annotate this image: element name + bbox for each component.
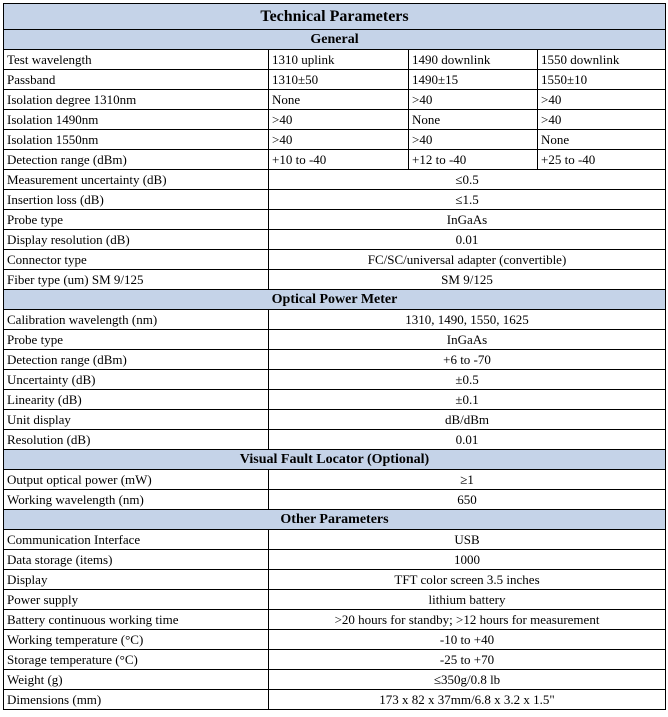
table-row xyxy=(4,410,666,430)
parameter-value: >40 xyxy=(538,90,666,110)
table-row xyxy=(4,470,666,490)
table-row xyxy=(4,690,666,710)
parameter-label: Isolation degree 1310nm xyxy=(4,90,269,110)
table-row xyxy=(4,90,666,110)
table-row xyxy=(4,590,666,610)
parameter-label: Unit display xyxy=(4,410,269,430)
parameter-label: Dimensions (mm) xyxy=(4,690,269,710)
parameter-label: Communication Interface xyxy=(4,530,269,550)
parameter-label: Isolation 1490nm xyxy=(4,110,269,130)
parameter-value: ≤350g/0.8 lb xyxy=(269,670,666,690)
table-row xyxy=(4,350,666,370)
parameter-value: ±0.1 xyxy=(269,390,666,410)
parameter-value: ≤0.5 xyxy=(269,170,666,190)
table-row xyxy=(4,130,666,150)
table-row xyxy=(4,250,666,270)
parameter-value: >40 xyxy=(538,110,666,130)
parameter-label: Measurement uncertainty (dB) xyxy=(4,170,269,190)
parameter-value: 650 xyxy=(269,490,666,510)
parameter-label: Battery continuous working time xyxy=(4,610,269,630)
parameter-label: Working temperature (°C) xyxy=(4,630,269,650)
parameter-value: >40 xyxy=(269,110,409,130)
section-heading: Other Parameters xyxy=(4,510,666,530)
parameter-value: 1310 uplink xyxy=(269,50,409,70)
parameter-label: Data storage (items) xyxy=(4,550,269,570)
table-row xyxy=(4,330,666,350)
table-row xyxy=(4,270,666,290)
section-header-row xyxy=(4,510,666,530)
table-row xyxy=(4,570,666,590)
section-heading: Visual Fault Locator (Optional) xyxy=(4,450,666,470)
parameter-label: Output optical power (mW) xyxy=(4,470,269,490)
parameter-value: +10 to -40 xyxy=(269,150,409,170)
parameter-value: 1310±50 xyxy=(269,70,409,90)
parameter-label: Display xyxy=(4,570,269,590)
table-row xyxy=(4,150,666,170)
parameter-value: 1000 xyxy=(269,550,666,570)
table-row xyxy=(4,610,666,630)
parameter-value: ≤1.5 xyxy=(269,190,666,210)
parameter-value: None xyxy=(409,110,538,130)
parameter-value: >40 xyxy=(409,130,538,150)
section-heading: General xyxy=(4,30,666,50)
parameter-value: >20 hours for standby; >12 hours for measurement xyxy=(269,610,666,630)
parameter-label: Linearity (dB) xyxy=(4,390,269,410)
section-header-row xyxy=(4,290,666,310)
parameter-value: InGaAs xyxy=(269,330,666,350)
parameter-value: 1550±10 xyxy=(538,70,666,90)
table-row xyxy=(4,170,666,190)
parameter-value: None xyxy=(538,130,666,150)
parameter-value: 1490 downlink xyxy=(409,50,538,70)
section-heading: Optical Power Meter xyxy=(4,290,666,310)
parameter-value: 1550 downlink xyxy=(538,50,666,70)
parameter-label: Storage temperature (°C) xyxy=(4,650,269,670)
table-row xyxy=(4,630,666,650)
parameter-label: Probe type xyxy=(4,210,269,230)
table-row xyxy=(4,230,666,250)
parameter-value: 1490±15 xyxy=(409,70,538,90)
table-row xyxy=(4,210,666,230)
table-row xyxy=(4,310,666,330)
technical-parameters-table xyxy=(3,3,666,710)
section-header-row xyxy=(4,30,666,50)
parameter-label: Display resolution (dB) xyxy=(4,230,269,250)
parameter-value: InGaAs xyxy=(269,210,666,230)
table-row xyxy=(4,50,666,70)
parameter-value: +6 to -70 xyxy=(269,350,666,370)
parameter-value: ±0.5 xyxy=(269,370,666,390)
table-row xyxy=(4,650,666,670)
parameter-value: dB/dBm xyxy=(269,410,666,430)
parameter-value: 173 x 82 x 37mm/6.8 x 3.2 x 1.5" xyxy=(269,690,666,710)
parameter-value: lithium battery xyxy=(269,590,666,610)
parameter-value: ≥1 xyxy=(269,470,666,490)
table-row xyxy=(4,670,666,690)
parameter-label: Test wavelength xyxy=(4,50,269,70)
table-row xyxy=(4,190,666,210)
parameter-value: FC/SC/universal adapter (convertible) xyxy=(269,250,666,270)
title-row xyxy=(4,4,666,30)
table-title: Technical Parameters xyxy=(4,4,666,30)
table-row xyxy=(4,370,666,390)
parameter-label: Detection range (dBm) xyxy=(4,350,269,370)
parameter-value: +25 to -40 xyxy=(538,150,666,170)
parameter-value: 0.01 xyxy=(269,230,666,250)
parameter-label: Isolation 1550nm xyxy=(4,130,269,150)
parameter-value: TFT color screen 3.5 inches xyxy=(269,570,666,590)
parameter-value: 0.01 xyxy=(269,430,666,450)
parameter-label: Working wavelength (nm) xyxy=(4,490,269,510)
parameter-label: Calibration wavelength (nm) xyxy=(4,310,269,330)
table-row xyxy=(4,490,666,510)
parameter-value: None xyxy=(269,90,409,110)
section-header-row xyxy=(4,450,666,470)
parameter-label: Fiber type (um) SM 9/125 xyxy=(4,270,269,290)
table-row xyxy=(4,430,666,450)
parameter-label: Probe type xyxy=(4,330,269,350)
parameter-value: SM 9/125 xyxy=(269,270,666,290)
parameter-label: Passband xyxy=(4,70,269,90)
table-row xyxy=(4,390,666,410)
parameter-label: Detection range (dBm) xyxy=(4,150,269,170)
table-row xyxy=(4,70,666,90)
parameter-value: 1310, 1490, 1550, 1625 xyxy=(269,310,666,330)
parameter-value: +12 to -40 xyxy=(409,150,538,170)
parameter-value: >40 xyxy=(269,130,409,150)
parameter-value: -25 to +70 xyxy=(269,650,666,670)
parameter-value: >40 xyxy=(409,90,538,110)
parameter-label: Weight (g) xyxy=(4,670,269,690)
parameter-value: USB xyxy=(269,530,666,550)
parameter-label: Insertion loss (dB) xyxy=(4,190,269,210)
parameter-label: Connector type xyxy=(4,250,269,270)
table-row xyxy=(4,110,666,130)
parameter-value: -10 to +40 xyxy=(269,630,666,650)
parameter-label: Power supply xyxy=(4,590,269,610)
parameter-label: Uncertainty (dB) xyxy=(4,370,269,390)
table-row xyxy=(4,530,666,550)
table-row xyxy=(4,550,666,570)
parameter-label: Resolution (dB) xyxy=(4,430,269,450)
